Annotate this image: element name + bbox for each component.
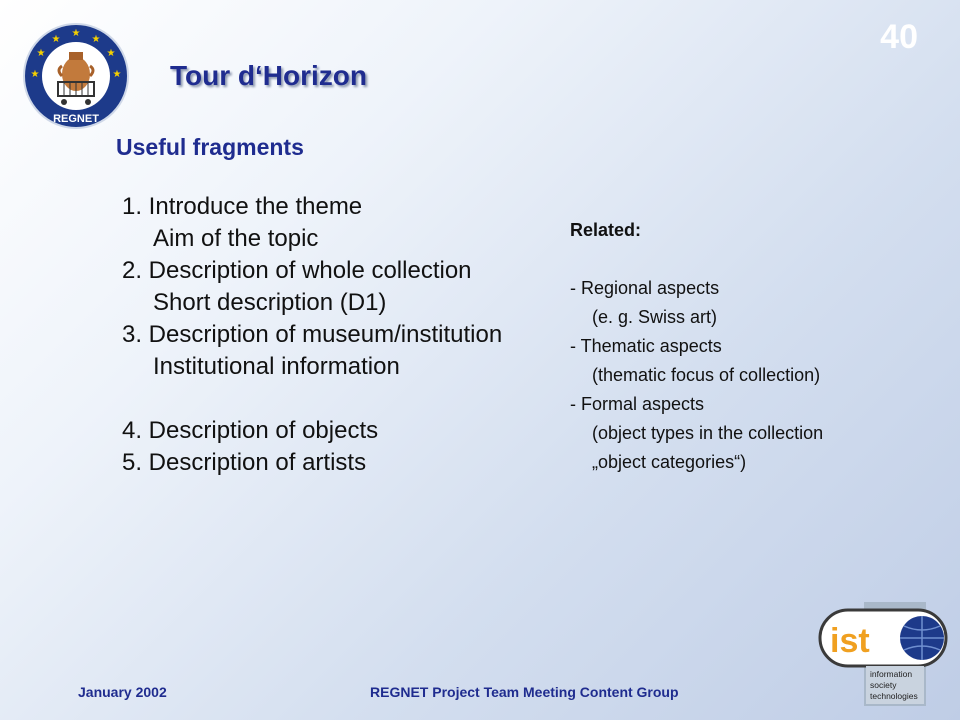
footer-date: January 2002 — [78, 684, 167, 700]
ist-mark: ist — [830, 622, 870, 660]
svg-text:★: ★ — [71, 28, 81, 39]
slide-number: 40 — [880, 18, 918, 56]
footer-text: REGNET Project Team Meeting Content Group — [370, 684, 679, 700]
svg-text:★: ★ — [30, 69, 40, 80]
related-item: - Formal aspects — [570, 394, 705, 414]
svg-text:★: ★ — [51, 34, 61, 45]
related-box — [570, 216, 823, 477]
list-spacer — [122, 383, 502, 415]
regnet-logo-text: REGNET — [53, 113, 99, 125]
list-item: 2. Description of whole collection — [122, 257, 472, 284]
svg-text:technologies: technologies — [870, 691, 918, 701]
svg-text:society: society — [870, 680, 897, 690]
list-item-detail: Aim of the topic — [153, 225, 319, 252]
list-item-detail: Short description (D1) — [153, 289, 387, 316]
page-title: Tour d‘Horizon — [170, 60, 367, 91]
related-item-detail: (e. g. Swiss art) — [592, 307, 718, 327]
list-item: 5. Description of artists — [122, 449, 367, 476]
list-item: 1. Introduce the theme — [122, 193, 363, 220]
svg-text:information: information — [870, 669, 913, 679]
svg-text:★: ★ — [36, 48, 46, 59]
related-item: - Regional aspects — [570, 278, 720, 298]
related-title: Related: — [570, 220, 642, 240]
related-item-detail: (thematic focus of collection) — [592, 365, 821, 385]
svg-text:★: ★ — [112, 69, 122, 80]
regnet-logo — [22, 22, 130, 130]
ist-logo — [818, 602, 948, 706]
section-subtitle: Useful fragments — [116, 134, 304, 160]
list-item: 3. Description of museum/institution — [122, 321, 503, 348]
list-item-detail: Institutional information — [153, 353, 400, 380]
list-item: 4. Description of objects — [122, 417, 379, 444]
related-item-detail: (object types in the collection — [592, 423, 824, 443]
svg-text:★: ★ — [91, 34, 101, 45]
svg-text:★: ★ — [106, 48, 116, 59]
fragment-list — [122, 191, 502, 479]
related-item: - Thematic aspects — [570, 336, 722, 356]
related-item-detail: „object categories“) — [592, 452, 747, 472]
